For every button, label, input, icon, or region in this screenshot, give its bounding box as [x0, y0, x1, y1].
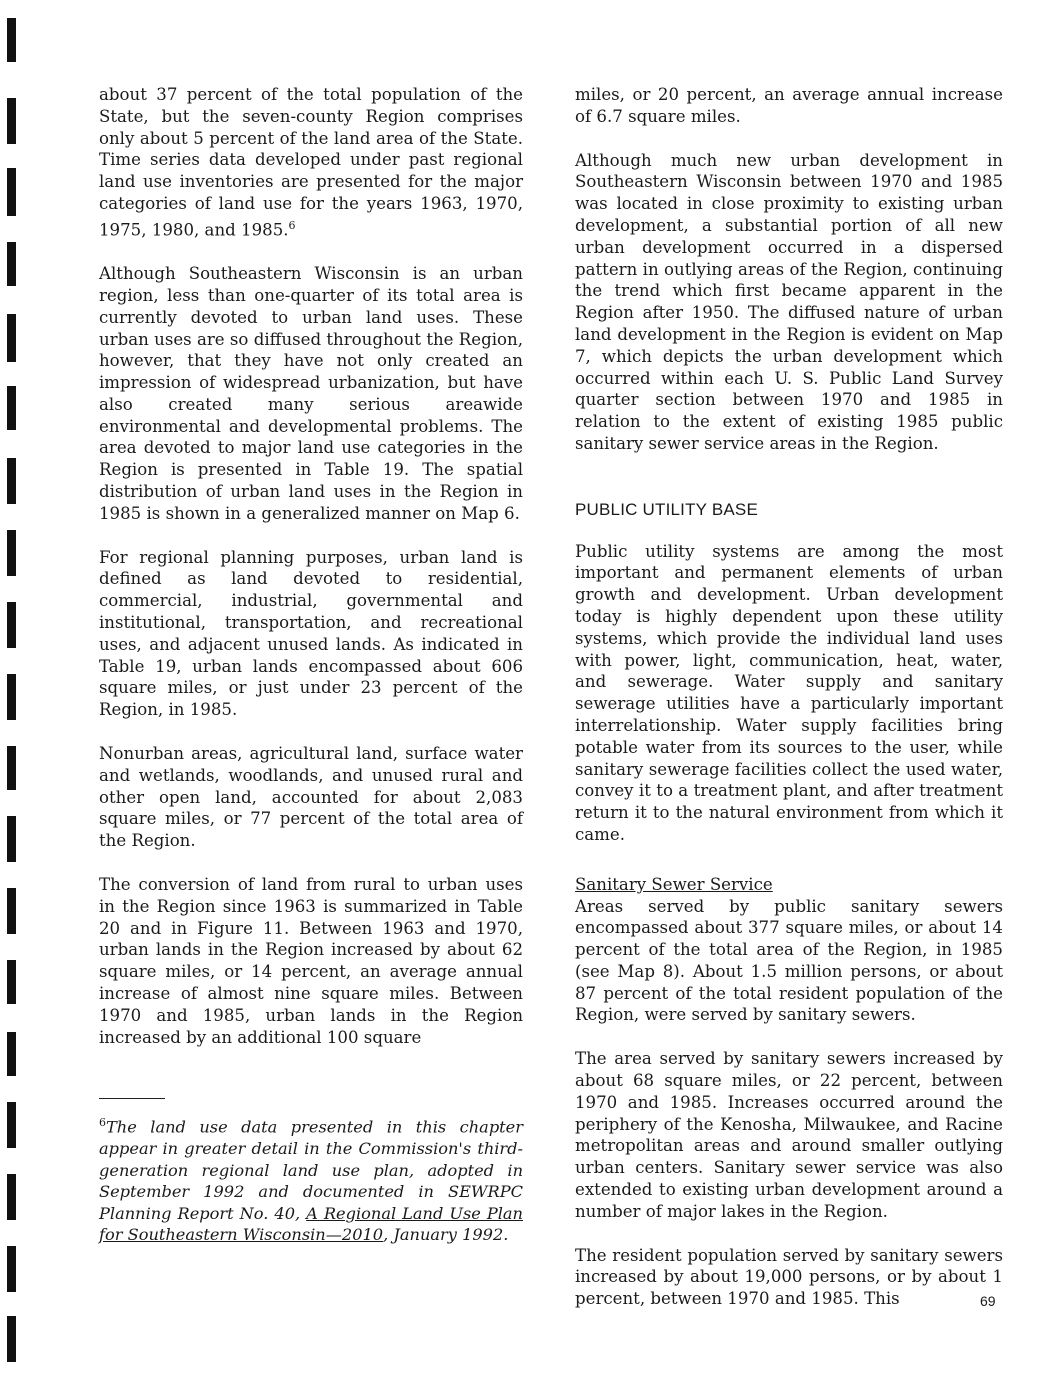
footnote [99, 1112, 523, 1246]
binding-mark [7, 242, 16, 286]
binding-mark [7, 458, 16, 504]
paragraph-text: Areas served by public sanitary sewers encompassed about 377 square miles, or about 14 percent of the total area of the Region, in 1985 (see Map 8). About 1.5 million persons, or about 87 percent of the total resident population of the Region, were served by sanitary sewers. [575, 896, 1003, 1025]
paragraph: Although much new urban development in Southeastern Wisconsin between 1970 and 1985 was located in close proximity to existing urban development, a substantial portion of all new urban development occurred in a dispersed pattern in outlying areas of the Region, continuing the trend which first became apparent in the Region after 1950. The diffused nature of urban land development in the Region is evident on Map 7, which depicts the urban development which occurred within each U. S. Public Land Survey quarter section between 1970 and 1985 in relation to the extent of existing 1985 public sanitary sewer service areas in the Region. [575, 150, 1003, 453]
binding-mark [7, 98, 16, 144]
binding-mark [7, 674, 16, 720]
binding-mark [7, 816, 16, 862]
binding-mark [7, 530, 16, 576]
paragraph: The area served by sanitary sewers increased by about 68 square miles, or 22 percent, between 1970 and 1985. Increases occurred around the periphery of the Kenosha, Milwaukee, and Racine metropolitan areas and around smaller outlying urban centers. Sanitary sewer service was also extended to existing urban development around a number of major lakes in the Region. [575, 1049, 1003, 1221]
footnote-report-title: A Regional Land Use Plan for Southeastern Wisconsin—2010 [99, 1203, 523, 1245]
paragraph: Public utility systems are among the most important and permanent elements of urban growth and development. Urban development today is highly dependent upon these utility systems, which provide the individual land uses with power, light, communication, heat, water, and sewerage. Water supply and sanitary sewerage utilities have a particularly important interrelationship. Water supply facilities bring potable water from its sources to the user, while sanitary sewerage facilities collect the used water, convey it to a treatment plant, and after treatment return it to the natural environment from which it came. [575, 541, 1003, 844]
footnote-marker: 6 [99, 1116, 106, 1129]
section-heading: PUBLIC UTILITY BASE [575, 499, 758, 519]
binding-mark [7, 168, 16, 216]
footnote-text-end: , January 1992. [383, 1225, 509, 1245]
binding-mark [7, 314, 16, 362]
paragraph: Nonurban areas, agricultural land, surface water and wetlands, woodlands, and unused rural and other open land, accounted for about 2,083 square miles, or 77 percent of the total area of the Region. [99, 744, 523, 851]
paragraph: The conversion of land from rural to urban uses in the Region since 1963 is summarized in Table 20 and in Figure 11. Between 1963 and 1970, urban lands in the Region increased by about 62 square miles, or 14 percent, an average annual increase of almost nine square miles. Between 1970 and 1985, urban lands in the Region increased by an additional 100 square [99, 875, 523, 1047]
binding-mark [7, 888, 16, 934]
binding-mark [7, 1316, 16, 1362]
paragraph [575, 874, 1003, 1027]
binding-mark [7, 960, 16, 1004]
binding-mark [7, 18, 16, 62]
paragraph [99, 84, 523, 241]
left-column [99, 84, 523, 1048]
footnote-divider [99, 1098, 165, 1099]
footnote-reference[interactable]: 6 [288, 218, 296, 232]
binding-mark [7, 1246, 16, 1292]
binding-mark [7, 386, 16, 430]
subsection-heading: Sanitary Sewer Service [575, 874, 773, 894]
binding-mark [7, 602, 16, 648]
paragraph-text: about 37 percent of the total population of the State, but the seven-county Region comprises only about 5 percent of the land area of the State. Time series data developed under past regional land use inventories are presented for the major categories of land use for the years 1963, 1970, 1975, 1980, and 1985. [99, 85, 523, 240]
binding-mark [7, 1174, 16, 1220]
paragraph: The resident population served by sanitary sewers increased by about 19,000 persons, or by about 1 percent, between 1970 and 1985. This [575, 1245, 1003, 1309]
paragraph: For regional planning purposes, urban land is defined as land devoted to residential, commercial, industrial, governmental and institutional, transportation, and recreational uses, and adjacent unused lands. As indicated in Table 19, urban lands encompassed about 606 square miles, or just under 23 percent of the Region, in 1985. [99, 547, 523, 720]
page-number: 69 [980, 1293, 996, 1309]
paragraph: miles, or 20 percent, an average annual increase of 6.7 square miles. [575, 85, 1003, 126]
paragraph: Although Southeastern Wisconsin is an urban region, less than one-quarter of its total area is currently devoted to urban land uses. These urban uses are so diffused throughout the Region, however, that they have not only created an impression of widespread urbanization, but have also created many serious areawide environmental and developmental problems. The area devoted to major land use categories in the Region is presented in Table 19. The spatial distribution of urban land uses in the Region in 1985 is shown in a generalized manner on Map 6. [99, 264, 523, 523]
right-column [575, 84, 1003, 1310]
footnote-text: The land use data presented in this chapter appear in greater detail in the Commission's third-generation regional land use plan, adopted in September 1992 and documented in SEWRPC Planning Report No. 40, [99, 1117, 523, 1223]
binding-mark [7, 1032, 16, 1076]
binding-mark [7, 746, 16, 790]
binding-mark [7, 1102, 16, 1148]
